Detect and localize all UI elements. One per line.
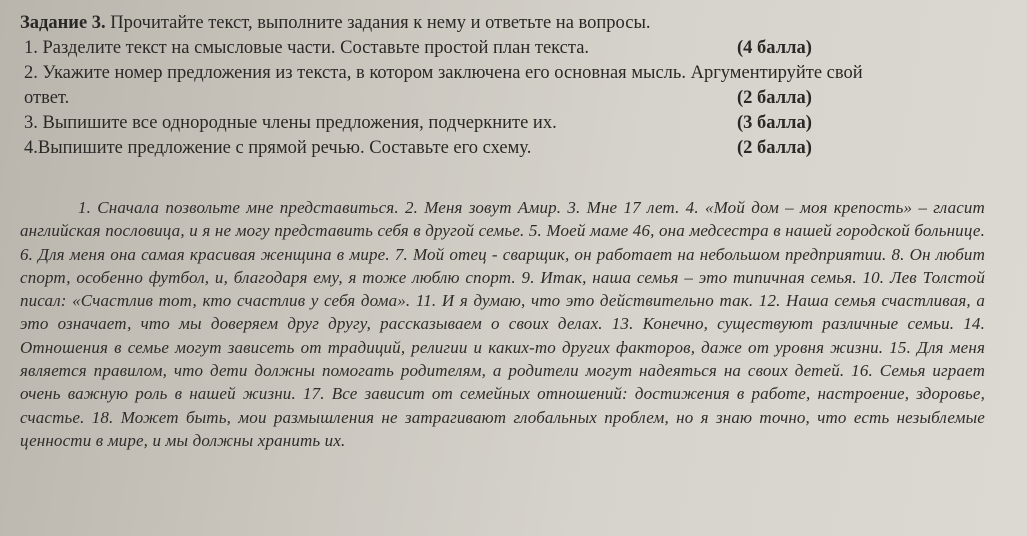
reading-passage: 1. Сначала позвольте мне представиться. 2. Меня зовут Амир. 3. Мне 17 лет. 4. «Мой дом – моя крепость» – гласит английская пословица, и я не могу представить себя в другой семье. 5. Моей маме 46, она медсестра в нашей городской больнице. 6. Для меня она самая красивая женщина в мире. 7. Мой отец - сварщик, он работает на небольшом предприятии. 8. Он любит спорт, особенно футбол, и, благодаря ему, я тоже люблю спорт. 9. Итак, наша семья – это типичная семья. 10. Лев Толстой писал: «Счастлив тот, кто счастлив у себя дома». 11. И я думаю, что это действительно так. 12. Наша семья счастливая, а это означает, что мы доверяем друг другу, рассказываем о своих делах. 13. Конечно, существуют различные семьи. 14. Отношения в семье могут зависеть от традиций, религии и каких-то других факторов, даже от уровня жизни. 15. Для меня является правилом, что дети должны помогать родителям, а родители могут надеяться на своих детей. 16. Семья играет очень важную роль в нашей жизни. 17. Все зависит от семейных отношений: достижения в работе, настроение, здоровье, счастье. 18. Может быть, мои размышления не затрагивают глобальных проблем, но я знаю точно, что есть незыблемые ценности в мире, и мы должны хранить их.: [20, 198, 985, 450]
task-instruction: Прочитайте текст, выполните задания к нему и ответьте на вопросы.: [110, 13, 651, 33]
task-item-text: 1. Разделите текст на смысловые части. Составьте простой план текста.: [24, 38, 590, 58]
task-title: Задание 3.: [20, 13, 106, 33]
task-item-text: 3. Выпишите все однородные члены предложения, подчеркните их.: [24, 113, 557, 133]
task-item-points: (2 балла): [737, 138, 812, 158]
task-item-text: 4.Выпишите предложение с прямой речью. Составьте его схему.: [24, 138, 532, 158]
task-item-3: [24, 112, 557, 135]
task-header: [20, 12, 1010, 35]
task-item-4: [24, 137, 531, 160]
task-item-text: ответ.: [24, 88, 70, 108]
task-item-text: 2. Укажите номер предложения из текста, в котором заключена его основная мысль. Аргументируйте свой: [24, 63, 863, 83]
task-item-1: [24, 37, 589, 60]
task-item-points: (2 балла): [737, 88, 812, 108]
task-item-2: [24, 62, 863, 85]
task-item-2-continuation: [24, 87, 69, 110]
task-item-points: (3 балла): [737, 113, 812, 133]
task-item-points: (4 балла): [737, 38, 812, 58]
